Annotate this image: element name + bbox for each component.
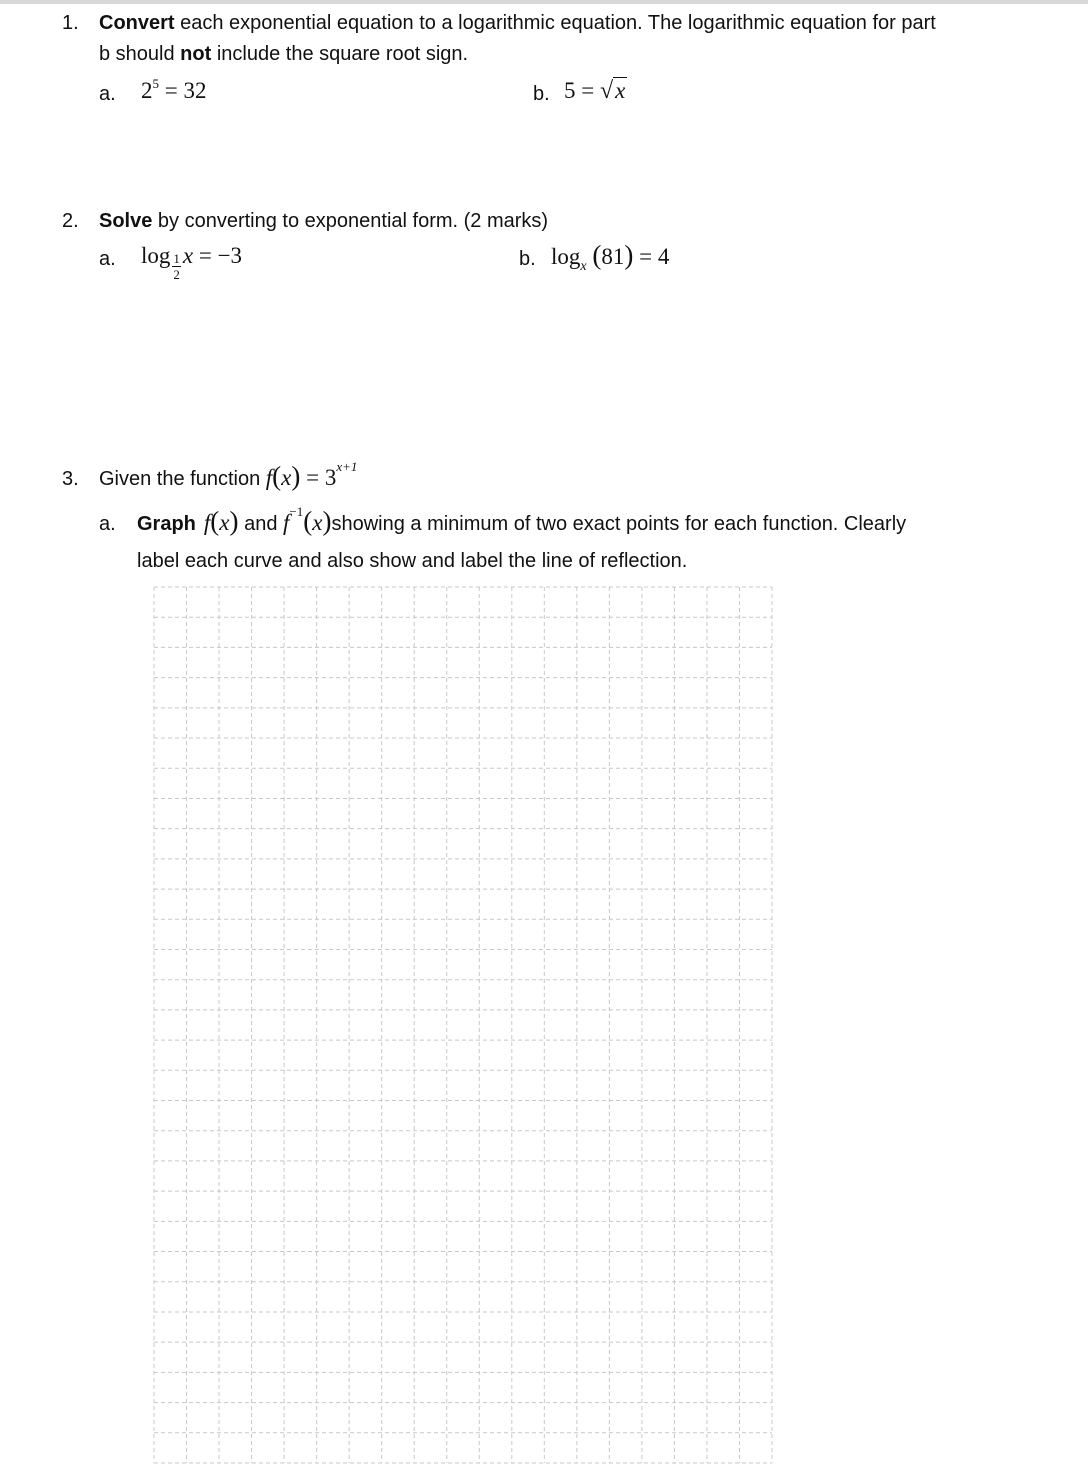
log-base-fraction: $\frac{1}{2}$ (173, 251, 180, 282)
question-1-prompt-line2: b should not include the square root sign. (99, 43, 469, 65)
question-3-prompt: Given the function $f(x) = 3^{x+1}$ (99, 459, 358, 491)
question-3a-label: a. (99, 513, 116, 535)
question-2-number: 2. (62, 210, 79, 232)
question-2-prompt: Solve by converting to exponential form. (2 marks) (99, 210, 549, 232)
question-1b-label: b. (533, 83, 550, 105)
question-3-number: 3. (62, 468, 79, 490)
question-1-prompt-line1: Convert each exponential equation to a logarithmic equation. The logarithmic equation for part (99, 12, 936, 34)
question-2a-label: a. (99, 248, 116, 270)
square-root-sign: √x (599, 78, 626, 104)
question-3a-prompt-line2: label each curve and also show and label the line of reflection. (137, 550, 688, 572)
question-3a-prompt-line1: Graph f(x) and $f^{-1}(x)showing$ a minimum of two exact points for each function. Clearly (137, 504, 907, 536)
question-2b-equation: $\log_x (81) = 4$ (551, 240, 670, 274)
question-2b-label: b. (519, 248, 536, 270)
question-1a-label: a. (99, 83, 116, 105)
graph-grid[interactable] (153, 586, 774, 1464)
question-1-number: 1. (62, 12, 79, 34)
top-border (0, 0, 1088, 4)
question-1b-equation: 5 = √x (564, 78, 626, 104)
question-2a-equation: log $\frac{1}{2}$ x = −3 (141, 243, 243, 282)
question-1a-equation: $2^5 = 32$ (141, 76, 207, 103)
